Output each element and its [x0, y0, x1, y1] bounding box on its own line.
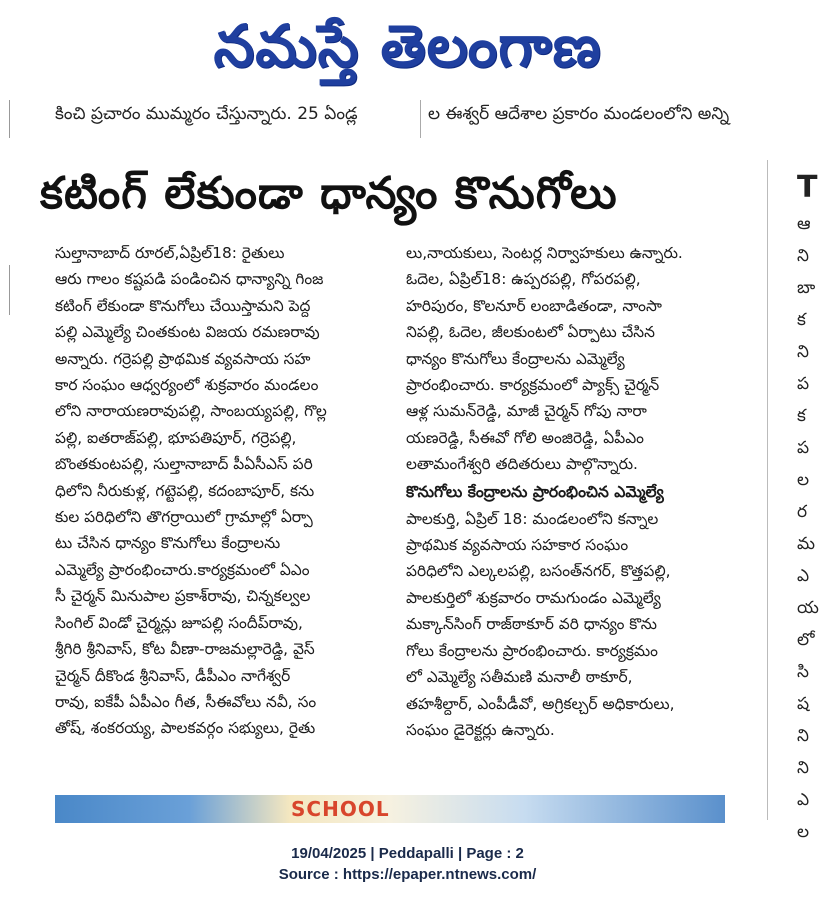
masthead-title: నమస్తే తెలంగాణ	[213, 12, 602, 80]
adjacent-text-fragment-line: క	[797, 310, 806, 330]
article-text-line: శ్రీగిరి శ్రీనివాస్, కోట వీణా-రాజమల్లారెడ్డి, వైస్	[55, 640, 315, 659]
adjacent-text-fragment-line: ప	[797, 438, 810, 458]
adjacent-text-fragment-line: ఆ	[797, 214, 811, 234]
adjacent-text-fragment-line: ఎ	[797, 790, 810, 810]
article-text-line: చైర్మన్ దీకొండ శ్రీనివాస్, డీపీఎం నాగేశ్వర్	[55, 666, 291, 685]
advertisement-banner	[55, 795, 725, 823]
adjacent-text-fragment-line: ల	[797, 470, 810, 490]
adjacent-text-fragment-line: ష	[797, 694, 810, 714]
article-text-line: హరిపురం, కొలనూర్ లంబాడితండా, నాంసా	[406, 296, 662, 315]
footer-source: Source : https://epaper.ntnews.com/	[278, 866, 537, 883]
article-text-line: సీ చైర్మన్ మినుపాల ప్రకాశ్‌రావు, చిన్నకల్వల	[55, 587, 311, 606]
article-column-left	[55, 240, 380, 742]
article-text-line: ధాన్యం కొనుగోలు కేంద్రాలను ఎమ్మెల్యే	[406, 349, 625, 368]
adjacent-headline-fragment: T	[797, 170, 818, 205]
article-text-line: పరిధిలోని ఎల్కలపల్లి, బసంత్‌నగర్, కొత్తపల్లి,	[406, 562, 671, 581]
column-rule	[767, 160, 768, 820]
adjacent-text-fragment-line: ల	[797, 822, 810, 842]
article-text-line: టు చేసిన ధాన్యం కొనుగోలు కేంద్రాలను	[55, 534, 281, 553]
column-rule	[9, 100, 10, 138]
adjacent-text-fragment-line: మ	[797, 534, 815, 554]
footer-date-edition: 19/04/2025 | Peddapalli | Page : 2	[291, 845, 524, 862]
adjacent-article-fragment	[797, 168, 817, 848]
column-rule	[420, 100, 421, 138]
article-text-line: అన్నారు. గర్రెపల్లి ప్రాథమిక వ్యవసాయ సహ	[55, 349, 311, 368]
article-text-line: మక్కాన్‌సింగ్ రాజ్‌ఠాకూర్ వరి ధాన్యం కొను	[406, 615, 657, 634]
adjacent-text-fragment-line: య	[797, 598, 819, 618]
article-headline: కటింగ్ లేకుండా ధాన్యం కొనుగోలు	[40, 168, 618, 219]
column-rule	[9, 265, 10, 315]
article-text-line: కుల పరిధిలోని తొగర్రాయిలో గ్రామాల్లో ఏర్పా	[55, 508, 313, 527]
article-section-odela	[406, 240, 726, 478]
advertisement-text: SCHOOL	[291, 797, 390, 821]
article-column-right	[406, 240, 726, 743]
article-text-line: ఎమ్మెల్యే ప్రారంభించారు.కార్యక్రమంలో ఏఎం	[55, 560, 310, 579]
article-text-line: సుల్తానాబాద్ రూరల్,ఏప్రిల్18: రైతులు	[55, 244, 285, 262]
article-text-line: పల్లి ఎమ్మెల్యే చింతకుంట విజయ రమణరావు	[55, 323, 320, 342]
adjacent-text-fragment-line: క	[797, 406, 806, 426]
article-text-line: ఆరు గాలం కష్టపడి పండించిన ధాన్యాన్ని గింజ	[55, 270, 324, 289]
article-text-line: కటింగ్ లేకుండా కొనుగోలు చేయిస్తామని పెద్ద	[55, 296, 311, 315]
article-text-line: ప్రాథమిక వ్యవసాయ సహకార సంఘం	[406, 536, 629, 555]
adjacent-text-fragment-line: సి	[797, 662, 809, 682]
adjacent-text-fragment-line: బా	[797, 278, 816, 298]
adjacent-text-fragment-line: ప	[797, 374, 810, 394]
article-text-line: తహశీల్దార్, ఎంపీడీవో, అగ్రికల్చర్ అధికారులు,	[406, 694, 675, 713]
previous-article-left-line: కించి ప్రచారం ముమ్మరం చేస్తున్నారు. 25 ఏండ్ల	[55, 104, 358, 124]
article-text-line: ఓదెల, ఏప్రిల్18: ఉప్పరపల్లి, గోపరపల్లి,	[406, 270, 641, 289]
adjacent-text-fragment-line: లో	[797, 630, 815, 650]
article-text-line: బొంతకుంటపల్లి, సుల్తానాబాద్ పీఏసీఎస్ పరి	[55, 455, 313, 474]
previous-article-strip	[0, 96, 815, 138]
article-text-line: యణరెడ్డి, సీఈవో గోలి అంజిరెడ్డి, ఏపీఎం	[406, 428, 644, 447]
article-text-line: సంఘం డైరెక్టర్లు ఉన్నారు.	[406, 720, 555, 739]
article-text-line: గోలు కేంద్రాలను ప్రారంభించారు. కార్యక్రమం	[406, 641, 658, 660]
article-text-line: కార సంఘం ఆధ్వర్యంలో శుక్రవారం మండలం	[55, 376, 319, 395]
article-text-line: లు,నాయకులు, సెంటర్ల నిర్వాహకులు ఉన్నారు.	[406, 244, 683, 262]
article-subheading: కొనుగోలు కేంద్రాలను ప్రారంభించిన ఎమ్మెల్యే	[406, 482, 664, 501]
article-text-line: పాలకుర్తిలో శుక్రవారం రామగుండం ఎమ్మెల్యే	[406, 588, 661, 607]
article-text-line: లతామంగేశ్వరి తదితరులు పాల్గొన్నారు.	[406, 455, 638, 474]
article-text-line: పాలకుర్తి, ఏప్రిల్ 18: మండలంలోని కన్నాల	[406, 509, 659, 528]
article-text-line: నిపల్లి, ఓదెల, జీలకుంటలో ఏర్పాటు చేసిన	[406, 323, 655, 342]
article-text-line: తోష్, శంకరయ్య, పాలకవర్గం సభ్యులు, రైతు	[55, 719, 316, 738]
article-text-line: ఆళ్ల సుమన్‌రెడ్డి, మాజీ చైర్మన్ గోపు నారా	[406, 402, 647, 421]
article-text-line: రావు, ఐకేపీ ఏపీఎం గీత, సీఈవోలు నవీ, సం	[55, 692, 317, 711]
article-text-line: సింగిల్ విండో చైర్మన్లు జూపల్లి సందీప్‌రావు,	[55, 613, 303, 632]
article-text-line: ధిలోని నీరుకుళ్ల, గట్టెపల్లి, కదంబాపూర్, కను	[55, 481, 315, 500]
article-text-line: పల్లి, ఐతరాజ్‌పల్లి, భూపతిపూర్, గర్రెపల్లి,	[55, 428, 297, 447]
article-text-line: లోని నారాయణరావుపల్లి, సాంబయ్యపల్లి, గొల్ల	[55, 402, 327, 421]
masthead	[0, 0, 815, 100]
adjacent-text-fragment-line: ని	[797, 342, 809, 362]
adjacent-text-fragment-line: ఎ	[797, 566, 810, 586]
page-footer	[0, 843, 815, 885]
article-text-line: ప్రారంభించారు. కార్యక్రమంలో ప్యాక్స్ చైర్మన్	[406, 376, 660, 395]
article-text-line: లో ఎమ్మెల్యే సతీమణి మనాలీ ఠాకూర్,	[406, 668, 633, 687]
article-section-palakurthi	[406, 506, 726, 744]
adjacent-text-fragment-line: ర	[797, 502, 808, 522]
adjacent-text-fragment	[797, 208, 817, 848]
adjacent-text-fragment-line: ని	[797, 246, 809, 266]
adjacent-text-fragment-line: ని	[797, 726, 809, 746]
previous-article-right-line: ల ఈశ్వర్ ఆదేశాల ప్రకారం మండలంలోని అన్ని	[428, 104, 730, 124]
adjacent-text-fragment-line: ని	[797, 758, 809, 778]
